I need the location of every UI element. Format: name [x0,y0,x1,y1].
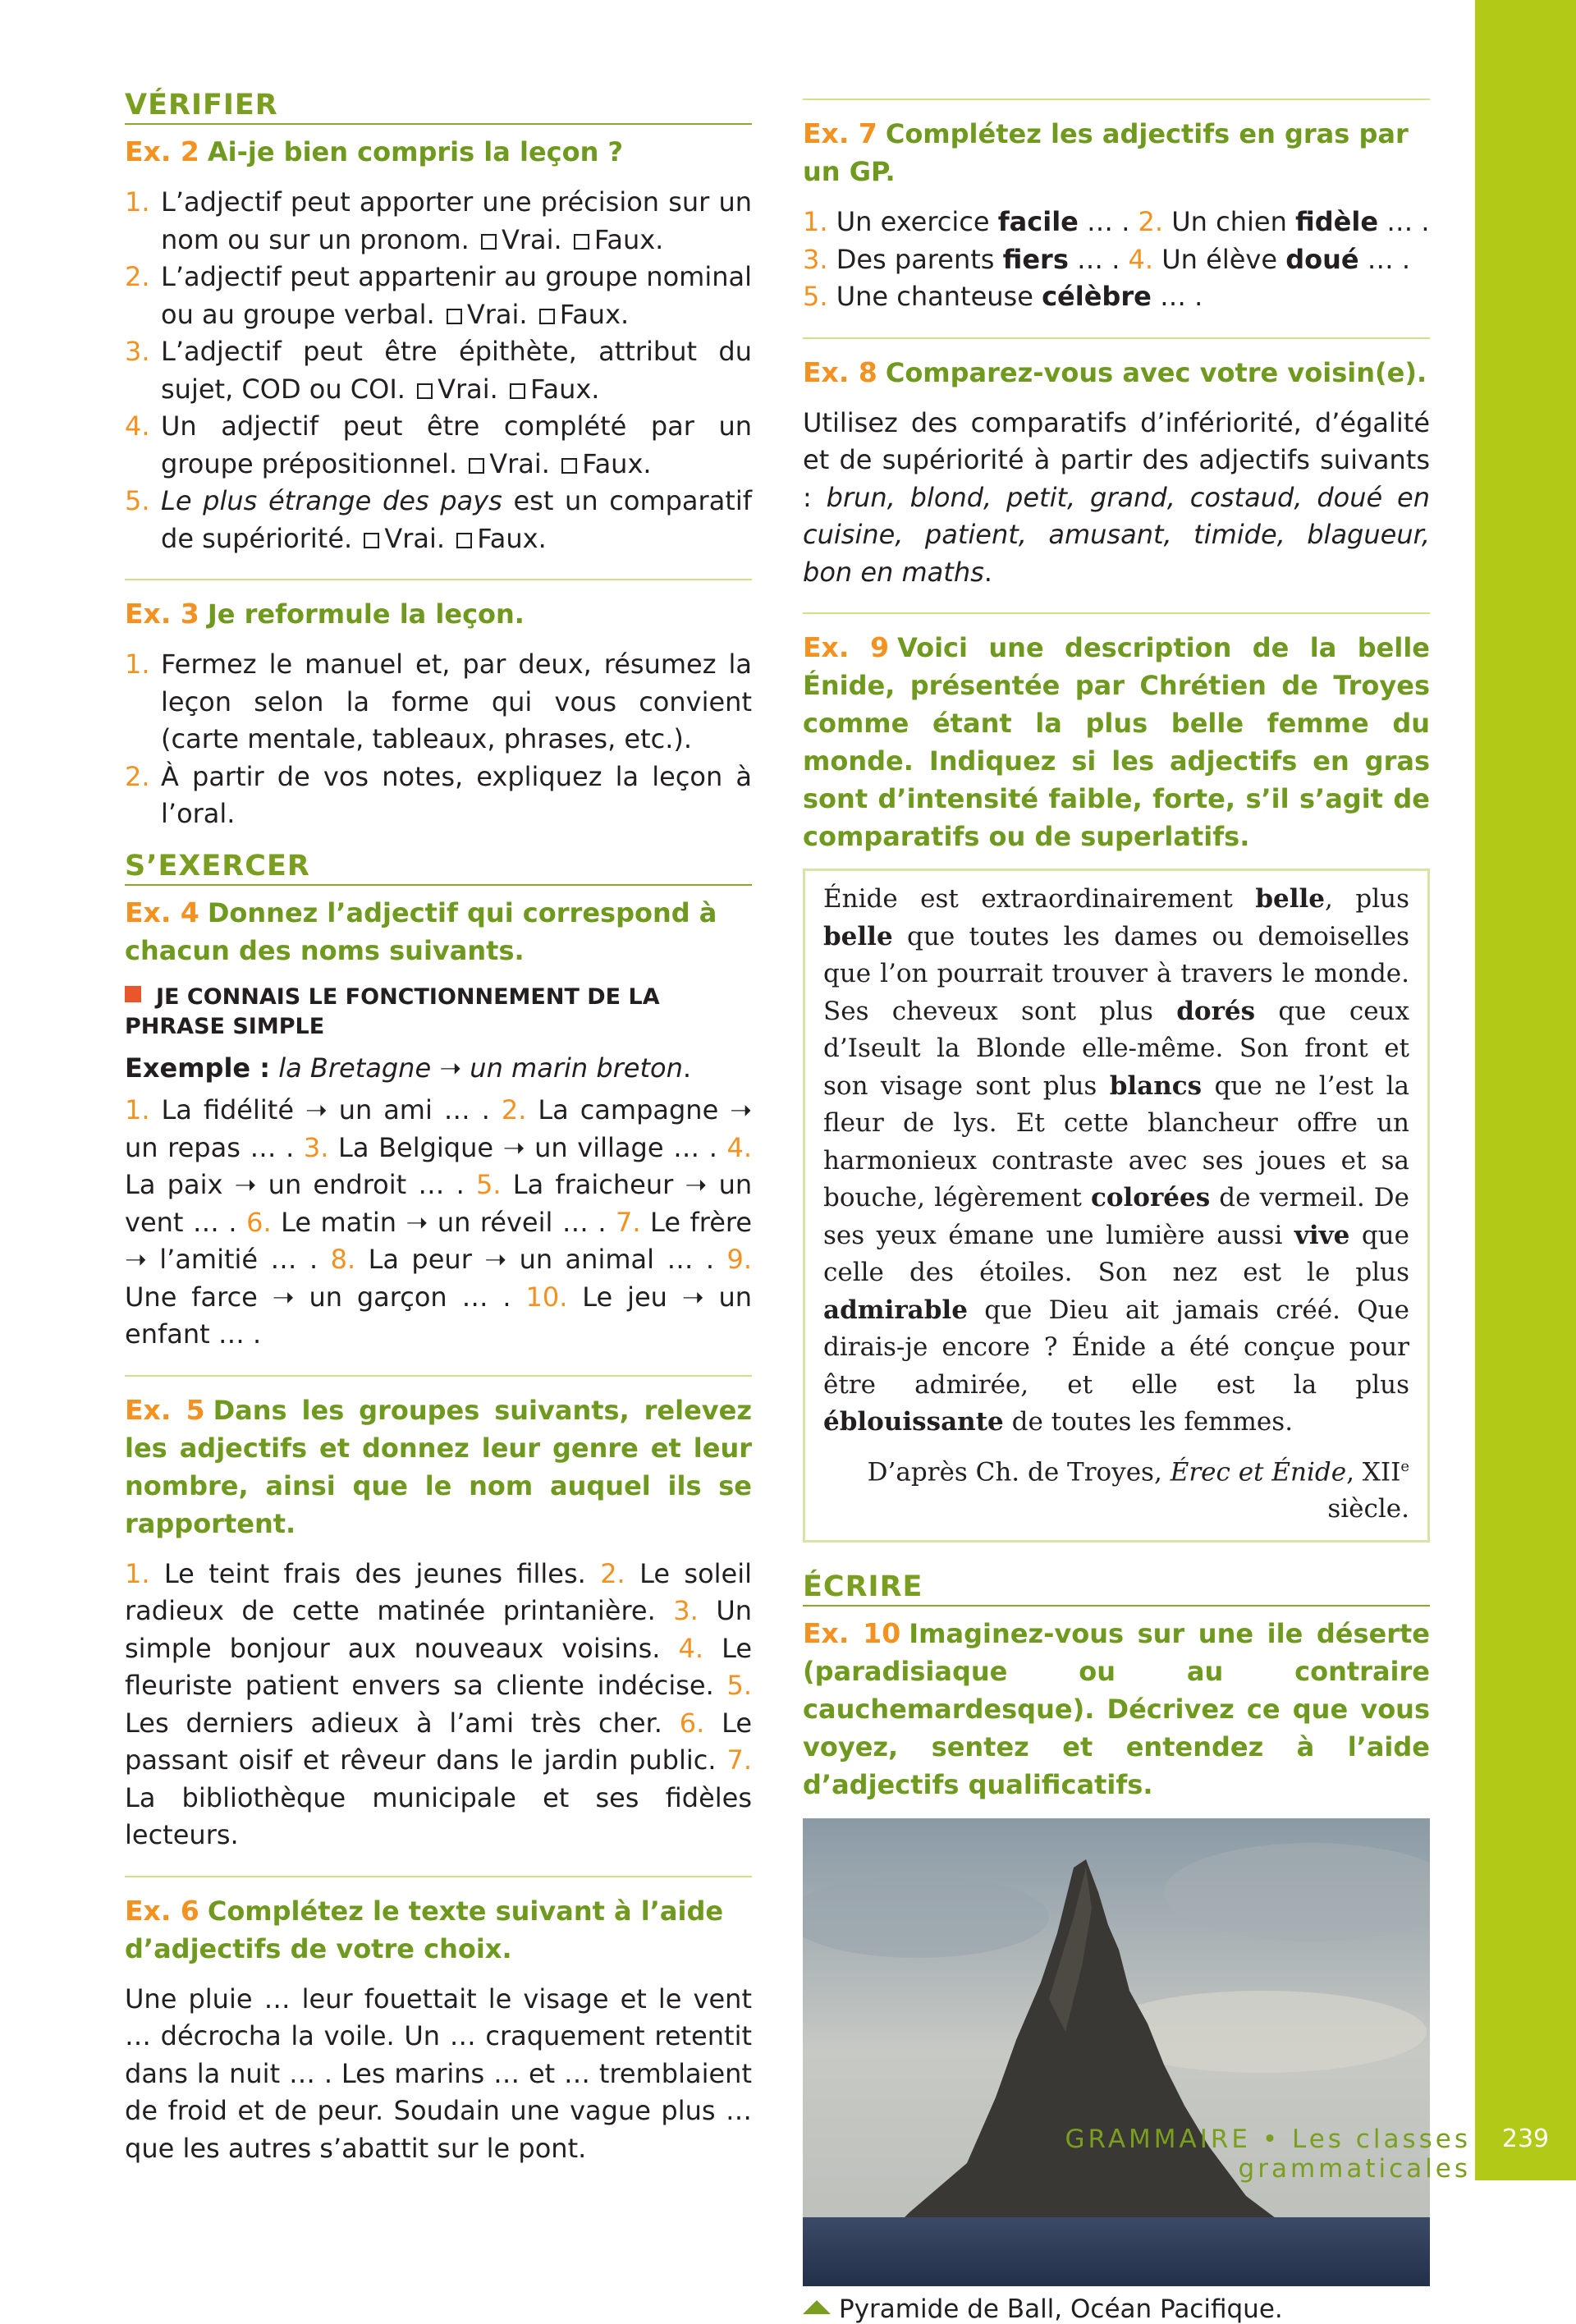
item-blank: un endroit … . [268,1169,465,1200]
ex8-text [803,405,1430,592]
item-number: 2. [1138,206,1164,237]
item-noun: La paix [125,1169,223,1200]
item-number: 6. [246,1206,272,1238]
arrow-icon: ➝ [272,1281,295,1313]
island-photo [803,1818,1430,2286]
ex7-heading [803,115,1430,190]
ex2-heading [125,133,752,171]
checkbox-faux[interactable] [510,383,525,399]
right-column [803,99,1430,2324]
item-bold: fiers [1002,243,1069,275]
ex4-number: Ex. 4 [125,896,199,928]
item-noun: La fraicheur [512,1169,674,1200]
item-number: 3. [303,1131,329,1163]
item-text: Une chanteuse [836,281,1042,312]
ex4-example: Exemple : la Bretagne ➝ un marin breton. [125,1052,692,1084]
text-segment: que toutes les dames ou demoiselles que l’on pourrait trouver à travers le monde. Ses cheveux sont plus [823,921,1409,1026]
left-column [125,89,752,2167]
label-faux: Faux. [593,223,664,255]
item-blank: un enfant … . [125,1281,753,1350]
bold-adjective: belle [823,921,893,951]
item-number: 4. [678,1632,704,1664]
ex9-number: Ex. 9 [803,631,890,663]
label-vrai: Vrai. [501,223,562,255]
item-number: 4. [726,1131,753,1163]
ex3-list [125,646,752,833]
text-segment: , plus [1325,884,1409,914]
item-text: L’adjectif peut être épithète, attribut du sujet, COD ou COI. [161,336,752,405]
label-faux: Faux. [582,447,652,479]
item-blank: un village … . [534,1131,717,1163]
list-item [125,646,752,759]
item-text: Le soleil radieux de cette matinée printanière. [125,1557,752,1626]
item-number: 1. [125,1557,150,1589]
item-number: 3. [673,1595,699,1626]
example-b: un marin breton [470,1052,683,1084]
ex5-number: Ex. 5 [125,1393,205,1426]
item-text: Fermez le manuel et, par deux, résumez la leçon selon la forme qui vous convient (carte mentale, tableaux, phrases, etc.). [161,649,752,754]
bold-adjective: admirable [823,1295,968,1325]
item-number: 8. [330,1244,356,1275]
item-noun: La campagne [538,1094,719,1125]
bold-adjective: éblouissante [823,1407,1004,1437]
checkbox-faux[interactable] [456,533,472,548]
text-segment: que ceux d’Iseult la Blonde elle-même. Son front et son visage sont plus [823,996,1409,1101]
ex8-adjectives: brun, blond, petit, grand, costaud, doué en cuisine, patient, amusant, timide, blagueur, bon en maths [803,481,1431,588]
item-text: L’adjectif peut apporter une précision sur un nom ou sur un pronom. [161,186,752,255]
source-author: D’après Ch. de Troyes, [867,1456,1171,1487]
item-number: 6. [679,1707,705,1739]
item-noun: La peur [368,1244,472,1275]
label-faux: Faux. [477,522,547,554]
text-segment: que celle des étoiles. Son nez est le plus [823,1220,1409,1287]
bold-adjective: belle [1255,884,1326,914]
checkbox-vrai[interactable] [417,383,433,399]
text-segment: que Dieu ait jamais créé. Que dirais-je encore ? Énide a été conçue pour être admirée, et elle est la plus [823,1295,1409,1400]
item-text: Un exercice [836,206,998,237]
item-text: Le passant oisif et rêveur dans le jardin public. [125,1707,753,1776]
item-number: 1. [803,206,828,237]
footer-section: GRAMMAIRE • Les classes grammaticales [1065,2125,1471,2184]
item-blank: un garçon … . [309,1281,511,1313]
item-italic: Le plus étrange des pays [161,485,502,516]
arrow-icon: ➝ [125,1244,147,1275]
item-number: 1. [125,649,150,680]
item-number: 9. [726,1244,753,1275]
checkbox-faux[interactable] [561,458,577,474]
item-noun: Le matin [281,1206,397,1238]
section-title-verifier: VÉRIFIER [125,89,752,125]
item-text: À partir de vos notes, expliquez la leçon à l’oral. [161,760,752,829]
item-blank: … . [1378,206,1430,237]
text-segment: de vermeil. De ses yeux émane une lumière aussi [823,1183,1409,1250]
list-item [125,333,752,408]
ex10-heading [803,1615,1430,1804]
item-bold: fidèle [1295,206,1379,237]
item-number: 2. [600,1557,625,1589]
item-blank: un animal … . [519,1244,715,1275]
item-number: 5. [475,1169,502,1200]
source-sup: e [1400,1457,1409,1475]
item-text: Le fleuriste patient envers sa cliente indécise. [125,1632,753,1701]
section-title-sexercer: S’EXERCER [125,850,752,886]
ex9-title: Voici une description de la belle Énide, présentée par Chrétien de Troyes comme étant la plus belle femme du monde. Indiquez si les adjectifs en gras sont d’intensité faible, forte, s’il s’agit de comparatifs ou de superlatifs. [803,632,1430,852]
label-faux: Faux. [530,373,600,405]
item-text: Un chien [1171,206,1296,237]
caption-text: Pyramide de Ball, Océan Pacifique. [839,2294,1283,2324]
sea [803,2217,1430,2286]
ex7-title: Complétez les adjectifs en gras par un GP. [803,118,1409,187]
item-number: 4. [1128,243,1154,275]
item-number: 2. [125,760,150,792]
checkbox-vrai[interactable] [481,234,497,250]
item-blank: un repas … . [125,1131,295,1163]
item-blank: un ami … . [338,1094,490,1125]
ex2-number: Ex. 2 [125,135,199,167]
ex8-intro: Utilisez des comparatifs d’infériorité, d’égalité et de supériorité à partir des adjectifs suivants : [803,406,1430,513]
bold-adjective: dorés [1176,996,1256,1026]
divider [125,579,752,580]
item-number: 5. [125,485,150,516]
ex5-items [125,1556,752,1854]
item-blank: un vent … . [125,1169,753,1238]
page-number: 239 [1501,2125,1550,2153]
arrow-icon: ➝ [484,1244,507,1275]
label-vrai: Vrai. [438,373,498,405]
ex3-title: Je reformule la leçon. [207,598,525,630]
checkbox-faux[interactable] [574,234,589,250]
item-text: L’adjectif peut appartenir au groupe nominal ou au groupe verbal. [161,261,752,330]
example-a: la Bretagne [278,1052,432,1084]
ex8-end: . [983,556,992,588]
source-post: siècle. [1327,1494,1409,1524]
ex6-heading [125,1892,752,1968]
list-item [125,184,752,259]
item-text: est un comparatif de supériorité. [161,485,753,554]
item-number: 3. [803,243,828,275]
ex8-title: Comparez-vous avec votre voisin(e). [885,356,1427,388]
item-text: Un adjectif peut être complété par un groupe prépositionnel. [161,410,752,479]
item-number: 7. [616,1206,641,1238]
ex8-number: Ex. 8 [803,355,877,388]
label-vrai: Vrai. [466,298,528,330]
ex6-text: Une pluie … leur fouettait le visage et le vent … décrocha la voile. Un … craquement retentit dans la nuit … . Les marins … et … tremblaient de froid et de peur. Soudain une vague plus … que les autres s’abattit sur le pont. [125,1983,752,2164]
list-item [125,408,752,483]
label-faux: Faux. [559,298,630,330]
square-bullet-icon [125,986,141,1002]
list-item [125,259,752,333]
ex10-number: Ex. 10 [803,1616,901,1649]
arrow-icon: ➝ [685,1169,708,1200]
ex6-number: Ex. 6 [125,1894,199,1927]
ex7-items [803,204,1430,316]
checkbox-faux[interactable] [539,309,555,324]
item-number: 2. [125,261,150,292]
text-segment: Énide est extraordinairement [823,884,1256,914]
ex6-title: Complétez le texte suivant à l’aide d’adjectifs de votre choix. [125,1895,724,1964]
item-noun: La Belgique [338,1131,494,1163]
item-bold: facile [997,206,1079,237]
arrow-icon: ➝ [234,1169,257,1200]
item-noun: La fidélité [161,1094,295,1125]
competence-text: JE CONNAIS LE FONCTIONNEMENT DE LA PHRASE SIMPLE [125,983,660,1039]
item-text: Les derniers adieux à l’ami très cher. [125,1707,662,1739]
item-noun: Le frère [650,1206,753,1238]
ex8-heading [803,354,1430,392]
ex4-heading [125,894,752,969]
item-text: La bibliothèque municipale et ses fidèles lecteurs. [125,1781,752,1850]
source-title: Érec et Énide [1170,1456,1347,1487]
source-century: XII [1362,1456,1401,1487]
item-text: Un élève [1161,243,1286,275]
item-blank: … . [1078,206,1130,237]
item-noun: Une farce [125,1281,258,1313]
item-number: 10. [525,1281,568,1313]
item-blank: un réveil … . [437,1206,607,1238]
page-sidebar-band [1475,0,1576,2180]
divider [803,99,1430,100]
item-number: 5. [726,1670,753,1701]
arrow-icon: ➝ [502,1131,525,1163]
list-item [125,759,752,833]
item-blank: … . [1151,281,1203,312]
ex5-heading [125,1391,752,1542]
competence-heading [125,983,752,1042]
item-blank: … . [1358,243,1411,275]
item-number: 3. [125,336,150,367]
item-bold: doué [1285,243,1359,275]
example-label: Exemple : [125,1052,271,1084]
ex7-number: Ex. 7 [803,117,877,149]
ex9-text-box [803,869,1430,1542]
checkbox-vrai[interactable] [364,533,379,548]
section-title-ecrire: ÉCRIRE [803,1570,1430,1607]
ex10-title: Imaginez-vous sur une ile déserte (paradisiaque ou au contraire cauchemardesque). Décrivez ce que vous voyez, sentez et entendez à l’aide d’adjectifs qualificatifs. [803,1617,1431,1800]
ex9-source: D’après Ch. de Troyes, Érec et Énide, XIIe siècle. [867,1456,1409,1524]
item-noun: Le jeu [582,1281,667,1313]
list-item [125,483,752,557]
bold-adjective: vive [1294,1220,1350,1250]
ex3-number: Ex. 3 [125,598,199,630]
item-text: Des parents [836,243,1003,275]
triangle-up-icon [803,2300,831,2314]
divider [803,612,1430,614]
item-number: 5. [803,281,828,312]
ex3-heading [125,595,752,633]
label-vrai: Vrai. [384,522,446,554]
item-number: 7. [726,1744,753,1776]
arrow-icon: ➝ [730,1094,753,1125]
divider [803,337,1430,339]
item-bold: célèbre [1042,281,1152,312]
text-segment: que ne l’est la fleur de lys. Et cette blancheur offre un harmonieux contraste avec ses joues et sa bouche, légèrement [823,1070,1410,1212]
ex9-heading [803,629,1430,855]
checkbox-vrai[interactable] [469,458,484,474]
arrow-icon: ➝ [405,1206,428,1238]
item-number: 4. [125,410,150,442]
ex4-items [125,1092,752,1354]
ex4-title: Donnez l’adjectif qui correspond à chacun des noms suivants. [125,896,717,966]
ex5-title: Dans les groupes suivants, relevez les adjectifs et donnez leur genre et leur nombre, ainsi que le nom auquel ils se rapportent. [125,1394,752,1539]
photo-caption [803,2294,1430,2324]
ex9-text [823,881,1409,1442]
arrow-icon: ➝ [681,1281,704,1313]
divider [125,1876,752,1877]
ex2-list [125,184,752,557]
checkbox-vrai[interactable] [447,309,462,324]
ex2-title: Ai-je bien compris la leçon ? [207,136,624,167]
item-number: 1. [125,1094,150,1125]
item-number: 1. [125,186,150,218]
label-vrai: Vrai. [489,447,550,479]
item-text: Le teint frais des jeunes filles. [163,1557,586,1589]
item-number: 2. [501,1094,527,1125]
arrow-icon: ➝ [439,1052,462,1084]
item-blank: l’amitié … . [159,1244,318,1275]
arrow-icon: ➝ [305,1094,328,1125]
bold-adjective: blancs [1109,1070,1203,1101]
divider [125,1375,752,1377]
bold-adjective: colorées [1090,1183,1211,1212]
item-text: Un simple bonjour aux nouveaux voisins. [125,1595,753,1664]
item-blank: … . [1068,243,1120,275]
text-segment: de toutes les femmes. [1003,1407,1294,1437]
